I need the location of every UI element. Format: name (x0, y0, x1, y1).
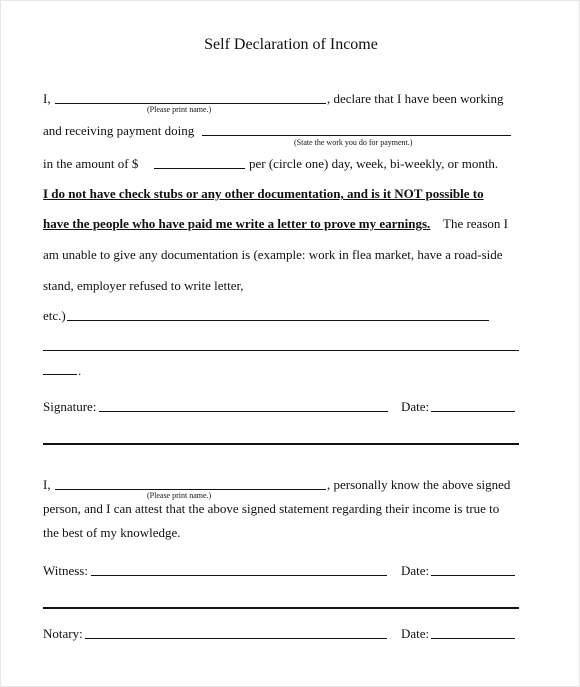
notary-label: Notary: (43, 626, 83, 641)
s1-reason-field-2[interactable] (43, 350, 519, 351)
witness-field[interactable] (91, 575, 387, 576)
signature-date-label: Date: (401, 399, 430, 414)
signature-date-field[interactable] (431, 411, 515, 412)
s1-example-line: stand, employer refused to write letter, (43, 278, 244, 293)
s1-name-field[interactable] (55, 103, 326, 104)
s1-i-label: I, (43, 91, 51, 106)
s1-payment-text: and receiving payment doing (43, 123, 195, 138)
s2-knowledge-line: the best of my knowledge. (43, 525, 181, 540)
witness-date-field[interactable] (431, 575, 515, 576)
s2-name-hint: (Please print name.) (147, 491, 212, 500)
s1-bold-statement-1: I do not have check stubs or any other documentation, and is it NOT possible to (43, 186, 484, 201)
notary-field[interactable] (85, 638, 387, 639)
signature-label: Signature: (43, 399, 97, 414)
s1-amount-text: in the amount of $ (43, 156, 139, 171)
s1-reason-field-3[interactable] (43, 374, 77, 375)
form-title: Self Declaration of Income (204, 36, 378, 53)
s2-name-field[interactable] (55, 489, 326, 490)
signature-field[interactable] (99, 411, 388, 412)
s1-period-text: per (circle one) day, week, bi-weekly, or month. (249, 156, 499, 171)
s1-work-hint: (State the work you do for payment.) (294, 138, 413, 147)
section-divider-2 (43, 607, 519, 609)
s1-amount-field[interactable] (154, 168, 245, 169)
s1-reason-field-1[interactable] (67, 320, 489, 321)
section-divider-1 (43, 443, 519, 445)
s2-attest-line: person, and I can attest that the above signed statement regarding their income is true to (43, 501, 500, 516)
s1-period-mark: . (78, 363, 82, 378)
s1-etc-label: etc.) (43, 308, 66, 323)
s1-work-field[interactable] (202, 135, 511, 136)
s1-name-hint: (Please print name.) (147, 105, 212, 114)
s1-explanation-line: am unable to give any documentation is (example: work in flea market, have a road-side (43, 247, 503, 262)
witness-date-label: Date: (401, 563, 430, 578)
notary-date-field[interactable] (431, 638, 515, 639)
s2-i-label: I, (43, 477, 51, 492)
notary-date-label: Date: (401, 626, 430, 641)
s1-reason-text: The reason I (443, 216, 508, 231)
s1-declare-text: , declare that I have been working (327, 91, 504, 106)
witness-label: Witness: (43, 563, 88, 578)
s1-bold-statement-2: have the people who have paid me write a letter to prove my earnings. (43, 216, 431, 231)
s2-know-text: , personally know the above signed (327, 477, 511, 492)
